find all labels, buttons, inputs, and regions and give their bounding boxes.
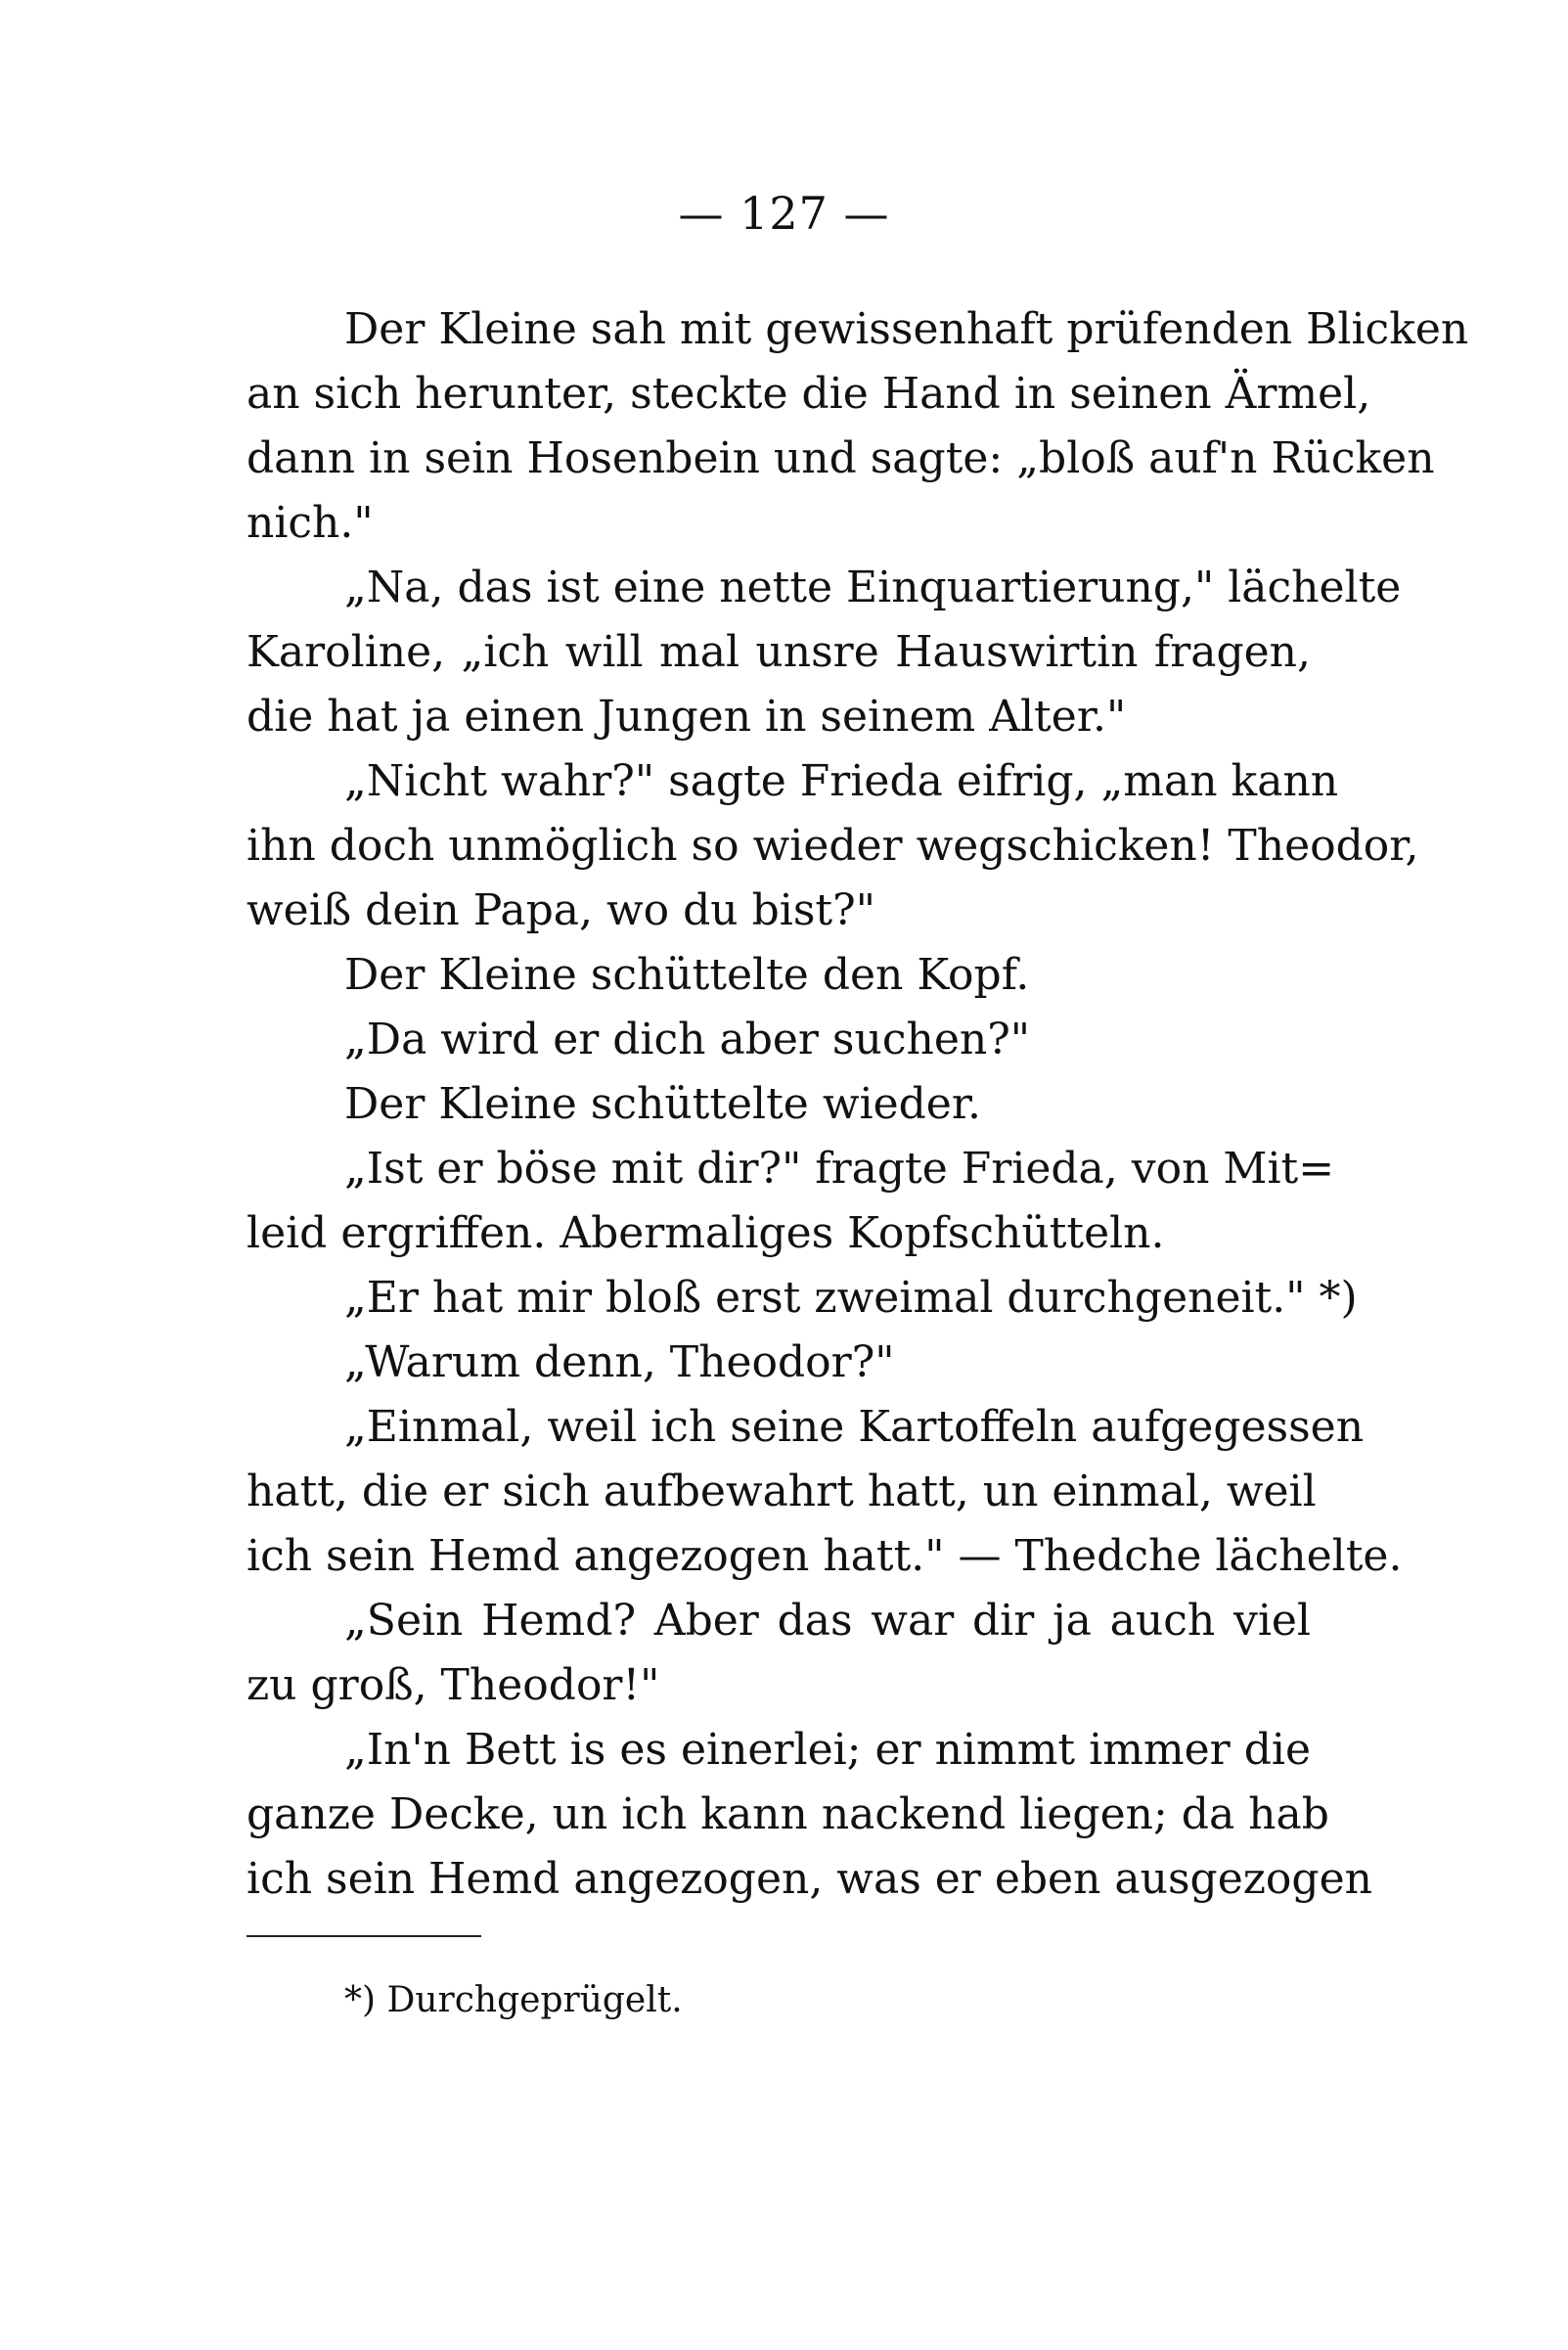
text-line: hatt, die er sich aufbewahrt hatt, un einmal, weil [246,1467,1317,1516]
text-line: „Nicht wahr?" sagte Frieda eifrig, „man kann [344,756,1339,806]
text-line: ganze Decke, un ich kann nackend liegen; da hab [246,1789,1329,1839]
text-line: dann in sein Hosenbein und sagte: „bloß auf'n Rücken [246,433,1435,483]
text-line: ich sein Hemd angezogen hatt." — Thedche lächelte. [246,1531,1403,1581]
footnote: *) Durchgeprügelt. [344,1980,683,2020]
text-line: Der Kleine schüttelte wieder. [344,1079,981,1129]
text-line: „Einmal, weil ich seine Kartoffeln aufgegessen [344,1402,1365,1452]
page-number: — 127 — [678,187,890,240]
text-line: ihn doch unmöglich so wieder wegschicken! Theodor, [246,821,1419,871]
text-line: die hat ja einen Jungen in seinem Alter." [246,692,1127,742]
text-line: „Da wird er dich aber suchen?" [344,1015,1031,1064]
body-text [246,297,1469,1912]
text-line: „Warum denn, Theodor?" [344,1337,895,1387]
text-line: an sich herunter, steckte die Hand in seinen Ärmel, [246,369,1371,419]
text-line: „In'n Bett is es einerlei; er nimmt immer die [344,1725,1311,1775]
text-line: ich sein Hemd angezogen, was er eben ausgezogen [246,1854,1372,1904]
text-line: „Sein Hemd? Aber das war dir ja auch viel [344,1596,1311,1646]
text-line: zu groß, Theodor!" [246,1660,660,1710]
text-line: weiß dein Papa, wo du bist?" [246,885,875,935]
text-line: „Er hat mir bloß erst zweimal durchgeneit." *) [344,1273,1358,1323]
text-line: Der Kleine schüttelte den Kopf. [344,950,1030,1000]
text-line: „Ist er böse mit dir?" fragte Frieda, von Mit= [344,1144,1335,1194]
text-line: Karoline, „ich will mal unsre Hauswirtin fragen, [246,627,1311,677]
text-line: nich." [246,498,374,548]
text-line: leid ergriffen. Abermaliges Kopfschütteln. [246,1208,1165,1258]
footnote-divider [246,1935,481,1937]
text-line: Der Kleine sah mit gewissenhaft prüfenden Blicken [344,304,1469,354]
text-line: „Na, das ist eine nette Einquartierung," lächelte [344,563,1402,612]
